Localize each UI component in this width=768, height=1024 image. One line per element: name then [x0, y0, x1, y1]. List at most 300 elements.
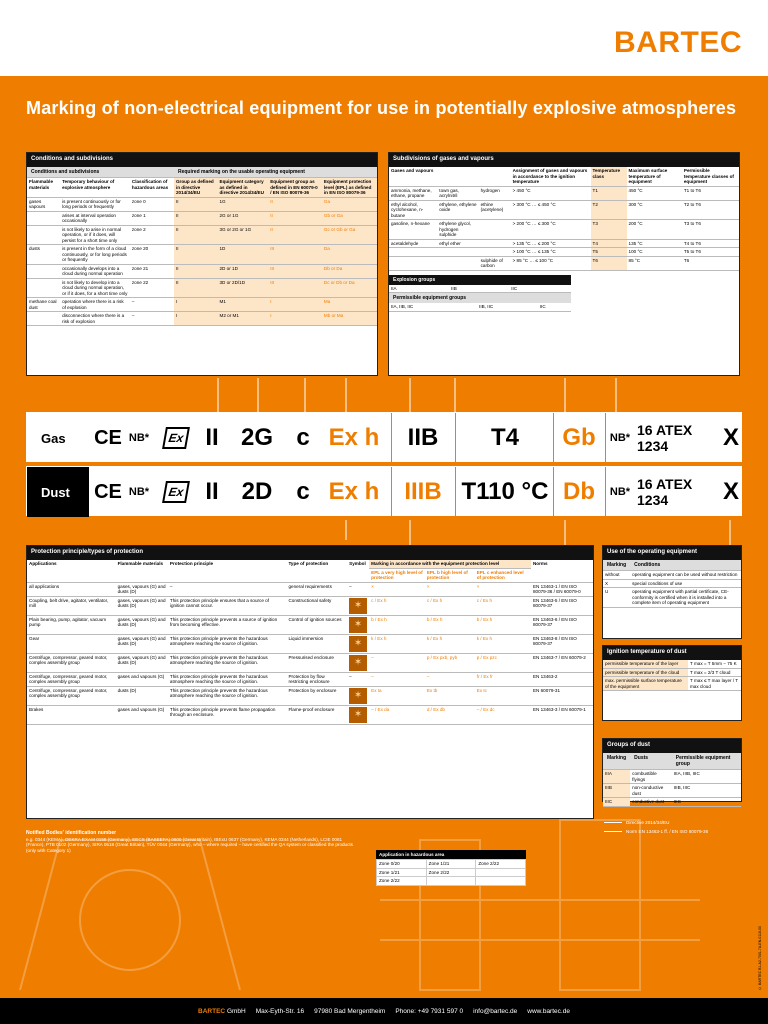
- cell-epl-c: fr / Ex fr: [475, 672, 531, 686]
- cell-category: 2G or 1G: [218, 211, 269, 225]
- zone-cell: Zone 0/20: [377, 860, 427, 869]
- cell-epl-c: p / Ex pzc: [475, 653, 531, 672]
- cell-equipment-group: I: [268, 298, 322, 312]
- cell-gas-b: [437, 256, 478, 270]
- epl-col-header: EPL b high level of protection: [425, 568, 475, 582]
- table-row: [389, 220, 739, 240]
- dust-label: Dust: [27, 467, 89, 517]
- table-row: [603, 770, 741, 784]
- cell-norm: EN 13463-2: [531, 672, 593, 686]
- conditions-sub-left: Conditions and subdivisions: [27, 167, 174, 178]
- ex-hexagon-icon: [159, 413, 193, 463]
- cell-gas-b: ethyl ether: [437, 239, 478, 248]
- protection-symbol-icon: –: [349, 583, 352, 589]
- cell-material: dusts (D): [116, 686, 168, 705]
- cell-zone: –: [130, 298, 174, 312]
- protection-heading: Protection principle/types of protection: [27, 546, 593, 560]
- note-title: Notified Bodies' identification number: [26, 830, 117, 836]
- cell-application: Centrifuge, compressor, geared motor, complex assembly group: [27, 686, 116, 705]
- cell-norm: EN 13463-1 / EN ISO 80079-36 / EN 60079-0: [531, 582, 593, 596]
- cell-application: Gear: [27, 634, 116, 653]
- cell-category: 3G or 2G or 1G: [218, 225, 269, 245]
- cell-behaviour: disconnection where there is a risk of explosion: [60, 312, 130, 326]
- cell-symbol: [347, 705, 369, 724]
- col-header: Group as defined in directive 2014/34/EU: [174, 178, 218, 198]
- cell-epl-a: c / Ex h: [369, 596, 425, 615]
- table-row: [27, 298, 377, 312]
- cell-epl: Gb or Ga: [322, 211, 377, 225]
- cell-gas-a: [389, 256, 437, 270]
- cell-group: II: [174, 278, 218, 298]
- cell-type: Protection by flow restricting enclosure: [286, 672, 347, 686]
- table-row: [27, 672, 593, 686]
- page-title: Marking of non-electrical equipment for use in potentially explosive atmospheres: [26, 98, 737, 118]
- cell-application: Brakes: [27, 705, 116, 724]
- notified-body-mark-2: NB*: [609, 432, 631, 444]
- cell-principle: This protection principle prevents the hazardous atmosphere reaching the source of ignition.: [168, 634, 287, 653]
- cell-category: 2D or 1D: [218, 264, 269, 278]
- cell-epl: Ma: [322, 298, 377, 312]
- cell-group: II: [174, 245, 218, 265]
- cell-zone: –: [130, 312, 174, 326]
- cell-material: gases vapours: [27, 197, 60, 211]
- cell-gas-c: [479, 239, 511, 248]
- cell-equipment-group: II: [268, 211, 322, 225]
- cell-material: [27, 312, 60, 326]
- epl-col-header: EPL c enhanced level of protection: [475, 568, 531, 582]
- cell-material: dusts: [27, 245, 60, 265]
- cell-epl: Da: [322, 245, 377, 265]
- cell-group: II: [174, 211, 218, 225]
- cell-max-temp: 450 °C: [627, 186, 682, 200]
- atex-number: 16 ATEX 1234: [637, 476, 693, 508]
- col-header: Marking: [603, 753, 630, 770]
- cell-epl-b: ×: [425, 582, 475, 596]
- gas-marking-band: [26, 412, 742, 462]
- cell-zone: zone 20: [130, 245, 174, 265]
- table-row: [27, 245, 377, 265]
- permissible-groups-heading: Permissible equipment groups: [389, 293, 571, 303]
- cell-material: gases, vapours (G) and dusts (D): [116, 582, 168, 596]
- cell-norm: EN 60079-31: [531, 686, 593, 705]
- cell-epl-c: c / Ex h: [475, 596, 531, 615]
- cell-dust: conductive dust: [630, 798, 672, 807]
- cell-gas-c: [479, 248, 511, 257]
- col-header: Permissible temperature classes of equipment: [682, 167, 739, 186]
- zone-cell: [476, 877, 526, 886]
- cell-group: II: [174, 197, 218, 211]
- cell-temp-class: T5: [591, 248, 627, 257]
- cell-max-temp: 300 °C: [627, 200, 682, 220]
- cell-symbol: [347, 596, 369, 615]
- constructional-mark: c: [296, 478, 310, 505]
- cell-principle: This protection principle ensures that a source of ignition cannot occur.: [168, 596, 287, 615]
- conditions-heading: Conditions and subdivisions: [27, 153, 377, 167]
- side-print-code: © BARTEC B1-A2-7001-7A-EN-0118-00: [758, 926, 762, 990]
- cell-epl: Ga: [322, 197, 377, 211]
- table-row: [603, 588, 741, 608]
- cell-epl-b: d / Ex db: [425, 705, 475, 724]
- cell-norm: EN 13463-7 / EN 60079-2: [531, 653, 593, 672]
- table-row: [27, 596, 593, 615]
- cell-gas-a: gasoline, n-hexane: [389, 220, 437, 240]
- footer-gmbh: GmbH: [226, 1007, 246, 1015]
- legend-norm: Norm EN 13463-1 ff. / EN ISO 80079-36: [626, 829, 709, 834]
- cell-perm-class: T4 to T6: [682, 239, 739, 248]
- usage-table: [603, 560, 741, 608]
- gas-label: Gas: [41, 430, 66, 446]
- epl-mark: Gb: [562, 424, 596, 451]
- cell-equipment-group: III: [268, 245, 322, 265]
- table-row: [389, 200, 739, 220]
- col-header: Equipment group as defined in EN 60079-0 / EN ISO 80079-36: [268, 178, 322, 198]
- cell-symbol: [347, 634, 369, 653]
- cell-symbol: [347, 582, 369, 596]
- cell-application: Centrifuge, compressor, geared motor, complex assembly group: [27, 653, 116, 672]
- cell-ignition-value: T max = 2/3 T cloud: [688, 668, 741, 677]
- cell-gas-c: hydrogen: [479, 186, 511, 200]
- cell-category: M2 or M1: [218, 312, 269, 326]
- col-header: Temporary behaviour of explosive atmosphere: [60, 178, 130, 198]
- zones-heading: Application in hazardous area: [376, 850, 526, 859]
- cell-equipment-group: I: [268, 312, 322, 326]
- dust-marking-band: [26, 466, 742, 516]
- cell-gas-a: acetaldehyde: [389, 239, 437, 248]
- cell-epl-b: k / Ex h: [425, 634, 475, 653]
- temperature-class-mark: T110 °C: [461, 478, 549, 505]
- cell-epl-b: –: [425, 672, 475, 686]
- cell-material: gases, vapours (G) and dusts (D): [116, 653, 168, 672]
- cell-max-temp: 100 °C: [627, 248, 682, 257]
- cell-principle: This protection principle prevents the hazardous atmosphere reaching the source of ignition.: [168, 686, 287, 705]
- cell-epl-c: ×: [475, 582, 531, 596]
- cell-material: gases and vapours (G): [116, 705, 168, 724]
- protection-symbol-icon: ✶: [349, 598, 367, 614]
- cell-perm-class: T3 to T6: [682, 220, 739, 240]
- footer-website[interactable]: www.bartec.de: [527, 1007, 570, 1015]
- gas-subdivisions-heading: Subdivisions of gases and vapours: [389, 153, 739, 167]
- table-row: [27, 197, 377, 211]
- cell-gas-c: ethine (acetylene): [479, 200, 511, 220]
- table-row: [389, 239, 739, 248]
- cell-gas-b: ethylene, ethylene oxide: [437, 200, 478, 220]
- table-row: [603, 579, 741, 588]
- cell-zone: zone 21: [130, 264, 174, 278]
- cell-zone: zone 2: [130, 225, 174, 245]
- zone-cell: [476, 868, 526, 877]
- cell-marking: IIIC: [603, 798, 630, 807]
- cell-epl-a: –: [369, 672, 425, 686]
- ex-h-mark: Ex h: [328, 424, 380, 451]
- special-conditions-mark: X: [722, 424, 739, 451]
- constructional-mark: c: [296, 424, 310, 451]
- group-mark: II: [205, 424, 219, 451]
- explosion-group: IIC: [509, 285, 571, 293]
- cell-condition: special conditions of use: [630, 579, 741, 588]
- cell-gas-b: ethylene glycol, hydrogen sulphide: [437, 220, 478, 240]
- col-header: Temperature class: [591, 167, 627, 186]
- cell-type: general requirements: [286, 582, 347, 596]
- epl-mark: Db: [563, 478, 595, 505]
- cell-condition: operating equipment with partial certificate, CE-conformity is certified when it is installed into a complete item of operating equipment: [630, 588, 741, 608]
- zone-cell: Zone 1/21: [377, 868, 427, 877]
- col-header: Marking in accordance with the equipment protection level: [369, 560, 531, 568]
- cell-temp-class: T4: [591, 239, 627, 248]
- cell-material: [27, 264, 60, 278]
- conditions-panel: [26, 152, 378, 376]
- category-mark: 2D: [241, 478, 273, 505]
- cell-principle: This protection principle prevents the hazardous atmosphere reaching the source of ignition.: [168, 672, 287, 686]
- protection-symbol-icon: ✶: [349, 688, 367, 704]
- cell-marking: U: [603, 588, 630, 608]
- permissible-group: IIA, IIB, IIC: [389, 303, 477, 311]
- ignition-table: [603, 660, 741, 691]
- cell-principle: This protection principle prevents a source of ignition from becoming effective.: [168, 615, 287, 634]
- protection-symbol-icon: ✶: [349, 655, 367, 671]
- cell-equipment-group: II: [268, 225, 322, 245]
- cell-temp-class: T3: [591, 220, 627, 240]
- cell-perm-class: T6: [682, 256, 739, 270]
- cell-epl-a: ×: [369, 582, 425, 596]
- footer-phone: Phone: +49 7931 597 0: [395, 1007, 464, 1015]
- zone-cell: Zone 1/21: [426, 860, 476, 869]
- cell-material: [27, 211, 60, 225]
- dust-groups-table: [603, 753, 741, 807]
- cell-assignment: > 450 °C: [511, 186, 591, 200]
- table-row: [27, 653, 593, 672]
- cell-type: Flame-proof enclosure: [286, 705, 347, 724]
- ce-mark-icon: CE: [94, 426, 122, 449]
- cell-gas-c: [479, 220, 511, 240]
- cell-ignition-key: permissible temperature of the cloud: [603, 668, 688, 677]
- cell-norm: EN 13463-8 / EN ISO 80079-37: [531, 634, 593, 653]
- col-header: Flammable materials: [27, 178, 60, 198]
- col-header: Equipment protection level (EPL) as defined in EN ISO 80079-36: [322, 178, 377, 198]
- footer-email[interactable]: info@bartec.de: [473, 1007, 518, 1015]
- table-row: [27, 686, 593, 705]
- explosion-group: IIA: [389, 285, 449, 293]
- cell-epl-a: Ex ta: [369, 686, 425, 705]
- cell-equipment-group: III: [268, 278, 322, 298]
- cell-norm: EN 13463-6 / EN ISO 80079-37: [531, 615, 593, 634]
- footer-company: BARTEC: [198, 1007, 226, 1015]
- cell-max-temp: 85 °C: [627, 256, 682, 270]
- note-text: e.g. 0344 (KEMA), DEKRA EXAM 0158 (Germany), EECS (BASEEFA) 0600 (Great Britain), IBExU 0637 (Germany), KEMA 0344 (Netherlands), LCIE 0081 (France), PTB 0102 (Germany), SIRA 0518 (Great Britain), TÜV 0044 (Germany), who – where required – have certified the QA system or classified the products (only with Category 1): [26, 836, 353, 854]
- table-row: [603, 660, 741, 668]
- conditions-table: [27, 167, 377, 326]
- cell-temp-class: T1: [591, 186, 627, 200]
- cell-perm-class: T5 to T6: [682, 248, 739, 257]
- cell-epl-c: k / Ex h: [475, 634, 531, 653]
- col-header: Protection principle: [168, 560, 287, 582]
- cell-ignition-value: T max ≤ T max layer / T max cloud: [688, 677, 741, 691]
- table-row: [603, 668, 741, 677]
- cell-epl-a: – / Ex da: [369, 705, 425, 724]
- cell-category: 3D or 2D/1D: [218, 278, 269, 298]
- cell-epl-c: – / Ex dc: [475, 705, 531, 724]
- permissible-group: IIC: [538, 303, 571, 311]
- cell-symbol: [347, 672, 369, 686]
- cell-behaviour: operation where there is a risk of explosion: [60, 298, 130, 312]
- cell-perm-group: IIIB, IIIC: [672, 784, 741, 798]
- cell-marking: X: [603, 579, 630, 588]
- table-row: [27, 278, 377, 298]
- cell-type: Constructional safety: [286, 596, 347, 615]
- cell-material: methane coal dust: [27, 298, 60, 312]
- ce-mark-icon: CE: [94, 480, 122, 503]
- table-row: [27, 705, 593, 724]
- cell-principle: This protection principle prevents the hazardous atmosphere reaching the source of ignition.: [168, 653, 287, 672]
- cell-max-temp: 200 °C: [627, 220, 682, 240]
- table-row: [603, 677, 741, 691]
- cell-marking: IIIA: [603, 770, 630, 784]
- cell-behaviour: occasionally develops into a cloud during normal operation: [60, 264, 130, 278]
- cell-assignment: > 200 °C … ≤ 300 °C: [511, 220, 591, 240]
- col-header: Symbol: [347, 560, 369, 582]
- gas-subdivisions-panel: [388, 152, 740, 376]
- cell-max-temp: 135 °C: [627, 239, 682, 248]
- col-header: Type of protection: [286, 560, 347, 582]
- cell-epl-b: p / Ex pxb, pyb: [425, 653, 475, 672]
- usage-panel: [602, 545, 742, 639]
- cell-category: 1D: [218, 245, 269, 265]
- col-header: Permissible equipment group: [672, 753, 741, 770]
- cell-material: gases and vapours (G): [116, 672, 168, 686]
- notified-body-note: [26, 830, 356, 854]
- cell-ignition-key: max. permissible surface temperature of the equipment: [603, 677, 688, 691]
- cell-category: 1G: [218, 197, 269, 211]
- protection-table: [27, 560, 593, 725]
- cell-group: I: [174, 298, 218, 312]
- cell-epl-a: k / Ex h: [369, 634, 425, 653]
- col-header: Applications: [27, 560, 116, 582]
- cell-symbol: [347, 686, 369, 705]
- cell-assignment: > 135 °C … ≤ 200 °C: [511, 239, 591, 248]
- cell-assignment: > 300 °C … ≤ 450 °C: [511, 200, 591, 220]
- cell-zone: zone 22: [130, 278, 174, 298]
- col-header: Assignment of gases and vapours in accordance to the ignition temperature: [511, 167, 591, 186]
- footer-city: 97980 Bad Mergentheim: [314, 1007, 386, 1015]
- cell-epl: Mb or Ma: [322, 312, 377, 326]
- zones-panel: [376, 850, 526, 886]
- table-row: [603, 784, 741, 798]
- notified-body-mark: NB*: [128, 486, 150, 498]
- protection-panel: [26, 545, 594, 819]
- col-header: Classification of hazardous areas: [130, 178, 174, 198]
- cell-epl: Dc or Db or Da: [322, 278, 377, 298]
- cell-epl-b: Ex tb: [425, 686, 475, 705]
- cell-temp-class: T6: [591, 256, 627, 270]
- cell-gas-a: ethyl alcohol, cyclohexane, n-butane: [389, 200, 437, 220]
- cell-norm: EN 13463-3 / EN 60079-1: [531, 705, 593, 724]
- table-row: [27, 312, 377, 326]
- cell-group: II: [174, 264, 218, 278]
- cell-application: Centrifuge, compressor, geared motor, complex assembly group: [27, 672, 116, 686]
- table-row: [27, 615, 593, 634]
- cell-epl-c: b / Ex h: [475, 615, 531, 634]
- table-row: [27, 211, 377, 225]
- zone-cell: Zone 2/22: [377, 877, 427, 886]
- table-row: [27, 225, 377, 245]
- bartec-logo: BARTEC: [614, 26, 742, 59]
- notified-body-mark-2: NB*: [609, 486, 631, 498]
- cell-material: [27, 278, 60, 298]
- table-row: [389, 248, 739, 257]
- cell-epl-a: b / Ex h: [369, 615, 425, 634]
- zone-cell: Zone 2/22: [476, 860, 526, 869]
- cell-perm-class: T1 to T6: [682, 186, 739, 200]
- cell-behaviour: is not likely to arise in normal operation, or if it does, will persist for a short time only: [60, 225, 130, 245]
- cell-temp-class: T2: [591, 200, 627, 220]
- protection-symbol-icon: ✶: [349, 707, 367, 723]
- protection-symbol-icon: ✶: [349, 617, 367, 633]
- cell-perm-group: IIIA, IIIB, IIIC: [672, 770, 741, 784]
- cell-application: Coupling, belt drive, agitator, ventilator, mill: [27, 596, 116, 615]
- table-row: [389, 186, 739, 200]
- cell-assignment: > 100 °C … ≤ 135 °C: [511, 248, 591, 257]
- ex-symbol: Ex: [162, 427, 190, 449]
- cell-perm-group: IIIC: [672, 798, 741, 807]
- cell-principle: –: [168, 582, 287, 596]
- cell-category: M1: [218, 298, 269, 312]
- col-header: Norms: [531, 560, 593, 582]
- table-row: [27, 582, 593, 596]
- col-header: Dusts: [630, 753, 672, 770]
- cell-equipment-group: III: [268, 264, 322, 278]
- protection-symbol-icon: –: [349, 673, 352, 679]
- cell-gas-a: ammonia, methane, ethane, propane: [389, 186, 437, 200]
- cell-application: Plain bearing, pump, agitator, vacuum pump: [27, 615, 116, 634]
- explosion-groups-heading: Explosion groups: [389, 275, 571, 285]
- cell-epl-b: b / Ex h: [425, 615, 475, 634]
- cell-epl-c: Ex tc: [475, 686, 531, 705]
- table-row: [603, 571, 741, 580]
- explosion-groups-table: [389, 285, 571, 294]
- cell-dust: combustible flyings: [630, 770, 672, 784]
- ex-h-mark: Ex h: [328, 478, 380, 505]
- atex-number: 16 ATEX 1234: [637, 422, 693, 454]
- ignition-panel: [602, 645, 742, 721]
- dust-groups-heading: Groups of dust: [603, 739, 741, 753]
- cell-type: Protection by enclosure: [286, 686, 347, 705]
- cell-gas-b: town gas, acrylnitril: [437, 186, 478, 200]
- cell-dust: non-conductive dust: [630, 784, 672, 798]
- cell-equipment-group: II: [268, 197, 322, 211]
- cell-epl: Db or Da: [322, 264, 377, 278]
- table-row: [27, 264, 377, 278]
- header: [0, 0, 768, 76]
- footer: [0, 998, 768, 1024]
- cell-condition: operating equipment can be used without restriction: [630, 571, 741, 580]
- cell-zone: zone 0: [130, 197, 174, 211]
- cell-norm: EN 13463-5 / EN ISO 80079-37: [531, 596, 593, 615]
- cell-gas-c: sulphide of carbon: [479, 256, 511, 270]
- cell-type: Control of ignition sources: [286, 615, 347, 634]
- cell-group: I: [174, 312, 218, 326]
- cell-epl-a: –: [369, 653, 425, 672]
- cell-principle: This protection principle prevents flame propagation through an enclosure.: [168, 705, 287, 724]
- epl-col-header: EPL a very high level of protection: [369, 568, 425, 582]
- legend-directive: Directive 2014/34/EU: [626, 820, 670, 825]
- ex-symbol: Ex: [162, 481, 190, 503]
- cell-gas-b: [437, 248, 478, 257]
- cell-symbol: [347, 653, 369, 672]
- cell-type: Liquid immersion: [286, 634, 347, 653]
- cell-material: gases, vapours (G) and dusts (D): [116, 634, 168, 653]
- col-header: Flammable materials: [116, 560, 168, 582]
- ex-hexagon-icon: [159, 467, 193, 517]
- cell-marking: without: [603, 571, 630, 580]
